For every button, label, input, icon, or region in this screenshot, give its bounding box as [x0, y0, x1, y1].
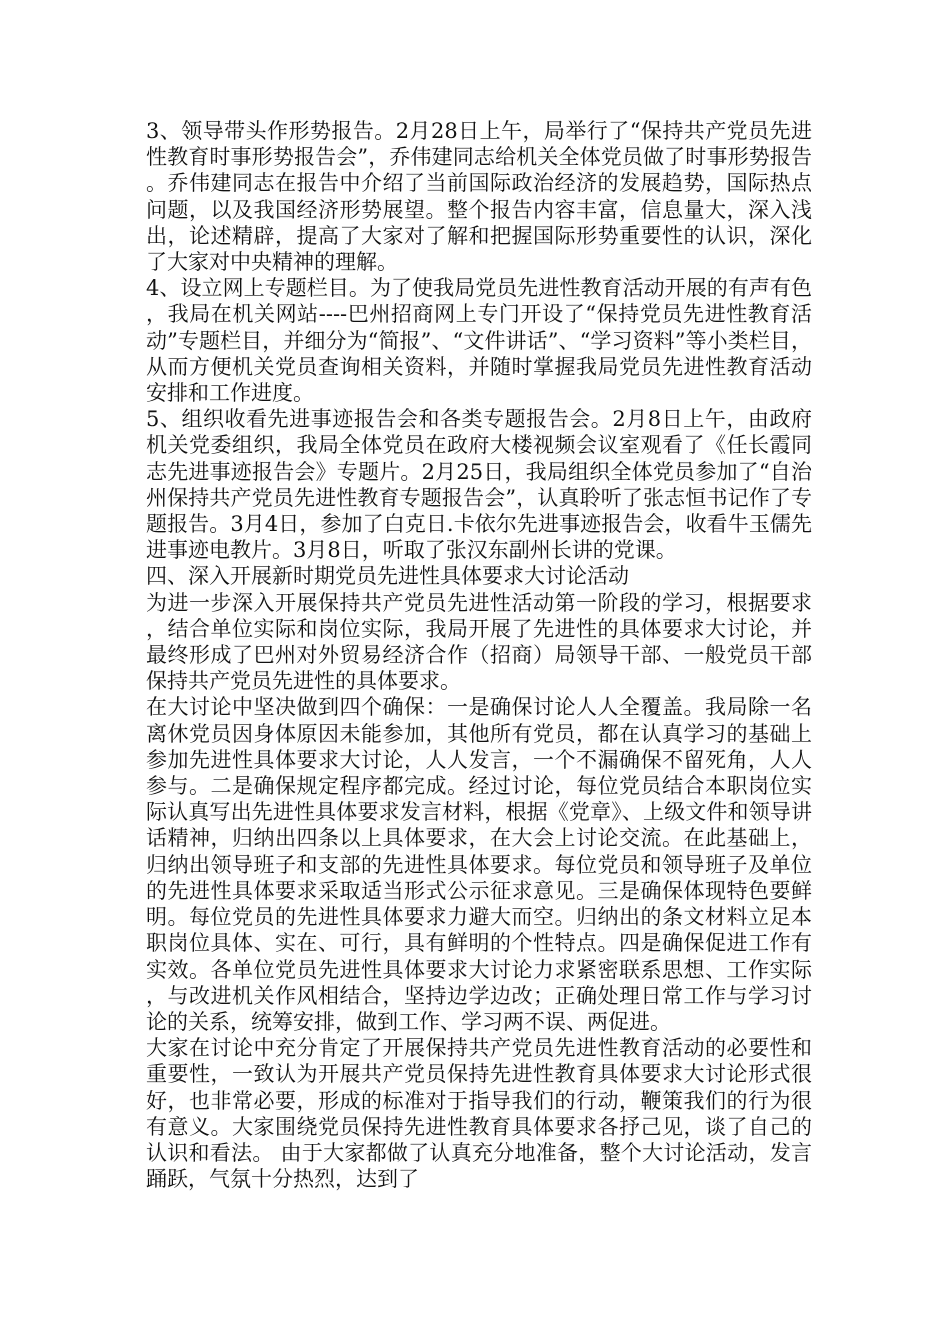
paragraph-item-3: 3、领导带头作形势报告。2月28日上午，局举行了“保持共产党员先进性教育时事形势报告会”，乔伟建同志给机关全体党员做了时事形势报告。乔伟建同志在报告中介绍了当前国际政治经济的发展趋势，国际热点问题，以及我国经济形势展望。整个报告内容丰富，信息量大，深入浅出，论述精辟，提高了大家对了解和把握国际形势重要性的认识，深化了大家对中央精神的理解。: [146, 119, 812, 275]
paragraph-item-4: 4、设立网上专题栏目。为了使我局党员先进性教育活动开展的有声有色，我局在机关网站----巴州招商网上专门开设了“保持党员先进性教育活动”专题栏目，并细分为“简报”、“文件讲话”、“学习资料”等小类栏目，从而方便机关党员查询相关资料，并随时掌握我局党员先进性教育活动安排和工作进度。: [146, 276, 812, 406]
paragraph-four-guarantees: 在大讨论中坚决做到四个确保：一是确保讨论人人全覆盖。我局除一名离休党员因身体原因未能参加，其他所有党员，都在认真学习的基础上参加先进性具体要求大讨论，人人发言，一个不漏确保不留死角，人人参与。二是确保规定程序都完成。经过讨论，每位党员结合本职岗位实际认真写出先进性具体要求发言材料，根据《党章》、上级文件和领导讲话精神，归纳出四条以上具体要求，在大会上讨论交流。在此基础上，归纳出领导班子和支部的先进性具体要求。每位党员和领导班子及单位的先进性具体要求采取适当形式公示征求意见。三是确保体现特色要鲜明。每位党员的先进性具体要求力避大而空。归纳出的条文材料立足本职岗位具体、实在、可行，具有鲜明的个性特点。四是确保促进工作有实效。各单位党员先进性具体要求大讨论力求紧密联系思想、工作实际，与改进机关作风相结合，坚持边学边改；正确处理日常工作与学习讨论的关系，统筹安排，做到工作、学习两不误、两促进。: [146, 695, 812, 1034]
document-page: [146, 118, 812, 1192]
paragraph-intro: 为进一步深入开展保持共产党员先进性活动第一阶段的学习，根据要求，结合单位实际和岗位实际，我局开展了先进性的具体要求大讨论，并最终形成了巴州对外贸易经济合作（招商）局领导干部、一般党员干部保持共产党员先进性的具体要求。: [146, 590, 812, 694]
section-heading-4: 四、深入开展新时期党员先进性具体要求大讨论活动: [146, 564, 629, 589]
paragraph-discussion: 大家在讨论中充分肯定了开展保持共产党员先进性教育活动的必要性和重要性，一致认为开展共产党员保持先进性教育具体要求大讨论形式很好，也非常必要，形成的标准对于指导我们的行动，鞭策我们的行为很有意义。大家围绕党员保持先进性教育具体要求各抒己见，谈了自己的认识和看法。 由于大家都做了认真充分地准备，整个大讨论活动，发言踊跃，气氛十分热烈，达到了: [146, 1036, 812, 1192]
paragraph-item-5: 5、组织收看先进事迹报告会和各类专题报告会。2月8日上午，由政府机关党委组织，我局全体党员在政府大楼视频会议室观看了《任长霞同志先进事迹报告会》专题片。2月25日，我局组织全体党员参加了“自治州保持共产党员先进性教育专题报告会”，认真聆听了张志恒书记作了专题报告。3月4日，参加了白克日.卡依尔先进事迹报告会，收看牛玉儒先进事迹电教片。3月8日，听取了张汉东副州长讲的党课。: [146, 407, 812, 563]
